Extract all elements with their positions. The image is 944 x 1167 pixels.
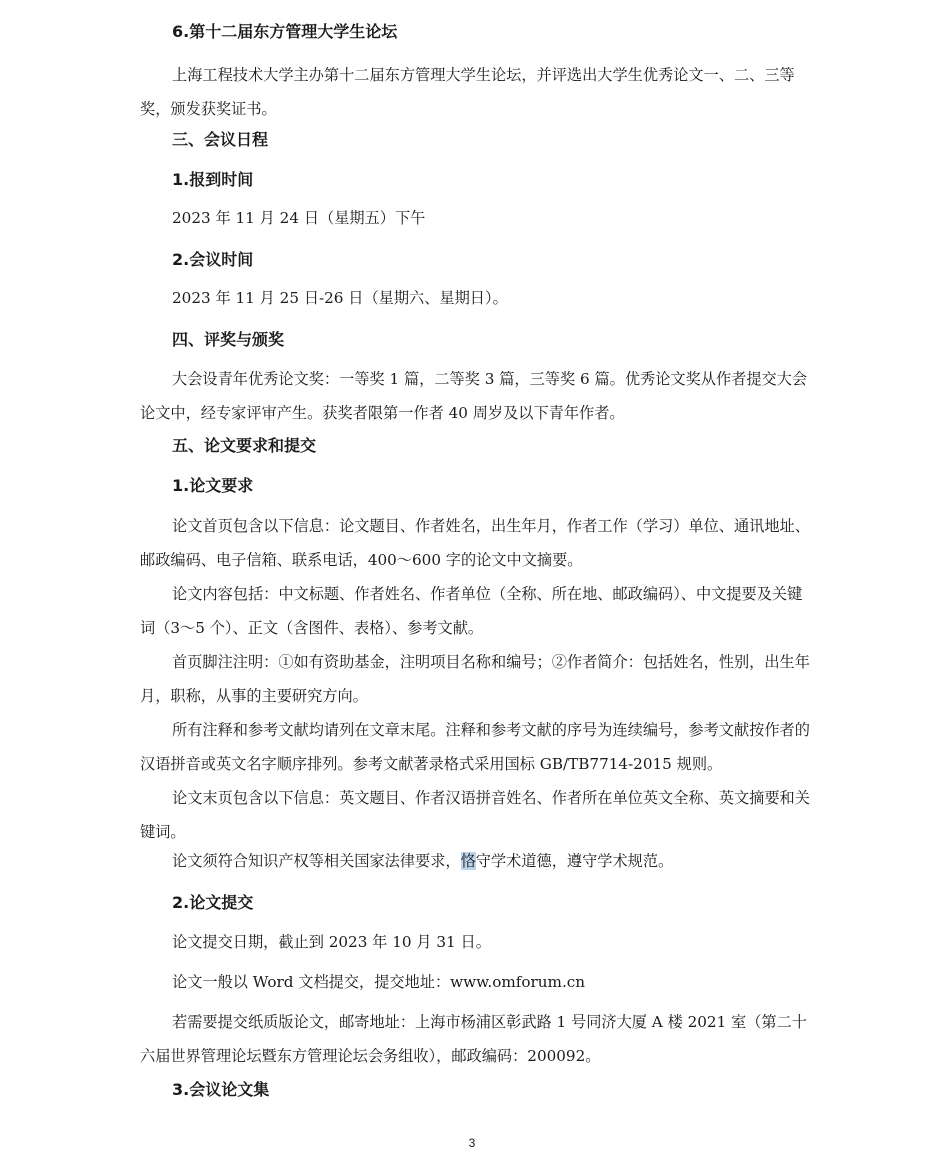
- requirements-paragraph-2: 论文内容包括：中文标题、作者姓名、作者单位（全称、所在地、邮政编码）、中文提要及关键词（3～5 个）、正文（含图件、表格）、参考文献。: [140, 585, 803, 637]
- meeting-time-heading: 2.会议时间: [172, 250, 254, 269]
- papers-heading: 五、论文要求和提交: [172, 436, 317, 455]
- checkin-time-text: 2023 年 11 月 24 日（星期五）下午: [172, 209, 426, 227]
- requirements-paragraph-4: 所有注释和参考文献均请列在文章末尾。注释和参考文献的序号为连续编号，参考文献按作者的汉语拼音或英文名字顺序排列。参考文献著录格式采用国标 GB/TB7714-2015 规则。: [140, 721, 810, 773]
- paper-submission-heading: 2.论文提交: [172, 893, 254, 912]
- submission-deadline-text: 论文提交日期，截止到 2023 年 10 月 31 日。: [172, 933, 491, 951]
- awards-paragraph: 大会设青年优秀论文奖：一等奖 1 篇，二等奖 3 篇，三等奖 6 篇。优秀论文奖从作者提交大会论文中，经专家评审产生。获奖者限第一作者 40 周岁及以下青年作者。: [140, 370, 808, 422]
- checkin-time-heading: 1.报到时间: [172, 170, 254, 189]
- meeting-time-text: 2023 年 11 月 25 日-26 日（星期六、星期日）。: [172, 289, 508, 307]
- section-6-paragraph: 上海工程技术大学主办第十二届东方管理大学生论坛，并评选出大学生优秀论文一、二、三等奖，颁发获奖证书。: [140, 66, 795, 118]
- requirements-paragraph-6: [140, 844, 812, 878]
- submission-address-text: 论文一般以 Word 文档提交，提交地址：www.omforum.cn: [172, 973, 586, 991]
- section-6-title: 6.第十二届东方管理大学生论坛: [172, 22, 398, 41]
- requirements-paragraph-3: 首页脚注注明：①如有资助基金，注明项目名称和编号；②作者简介：包括姓名，性别，出生年月，职称，从事的主要研究方向。: [140, 653, 810, 705]
- requirements-paragraph-5: 论文末页包含以下信息：英文题目、作者汉语拼音姓名、作者所在单位英文全称、英文摘要和关键词。: [140, 789, 810, 841]
- schedule-heading: 三、会议日程: [172, 130, 269, 149]
- requirements-paragraph-6-end: 守学术道德，遵守学术规范。: [475, 852, 674, 870]
- proceedings-heading: 3.会议论文集: [172, 1080, 270, 1099]
- paper-requirements-heading: 1.论文要求: [172, 476, 254, 495]
- requirements-paragraph-6-start: 论文须符合知识产权等相关国家法律要求，: [172, 852, 461, 870]
- page-number: 3: [468, 1136, 476, 1150]
- awards-heading: 四、评奖与颁奖: [172, 330, 285, 349]
- selected-text-highlight[interactable]: 恪: [460, 852, 476, 870]
- mailing-address-paragraph: 若需要提交纸质版论文，邮寄地址：上海市杨浦区彰武路 1 号同济大厦 A 楼 2021 室（第二十六届世界管理论坛暨东方管理论坛会务组收），邮政编码：200092。: [140, 1013, 807, 1065]
- requirements-paragraph-1: 论文首页包含以下信息：论文题目、作者姓名，出生年月，作者工作（学习）单位、通讯地址、邮政编码、电子信箱、联系电话，400～600 字的论文中文摘要。: [140, 517, 810, 569]
